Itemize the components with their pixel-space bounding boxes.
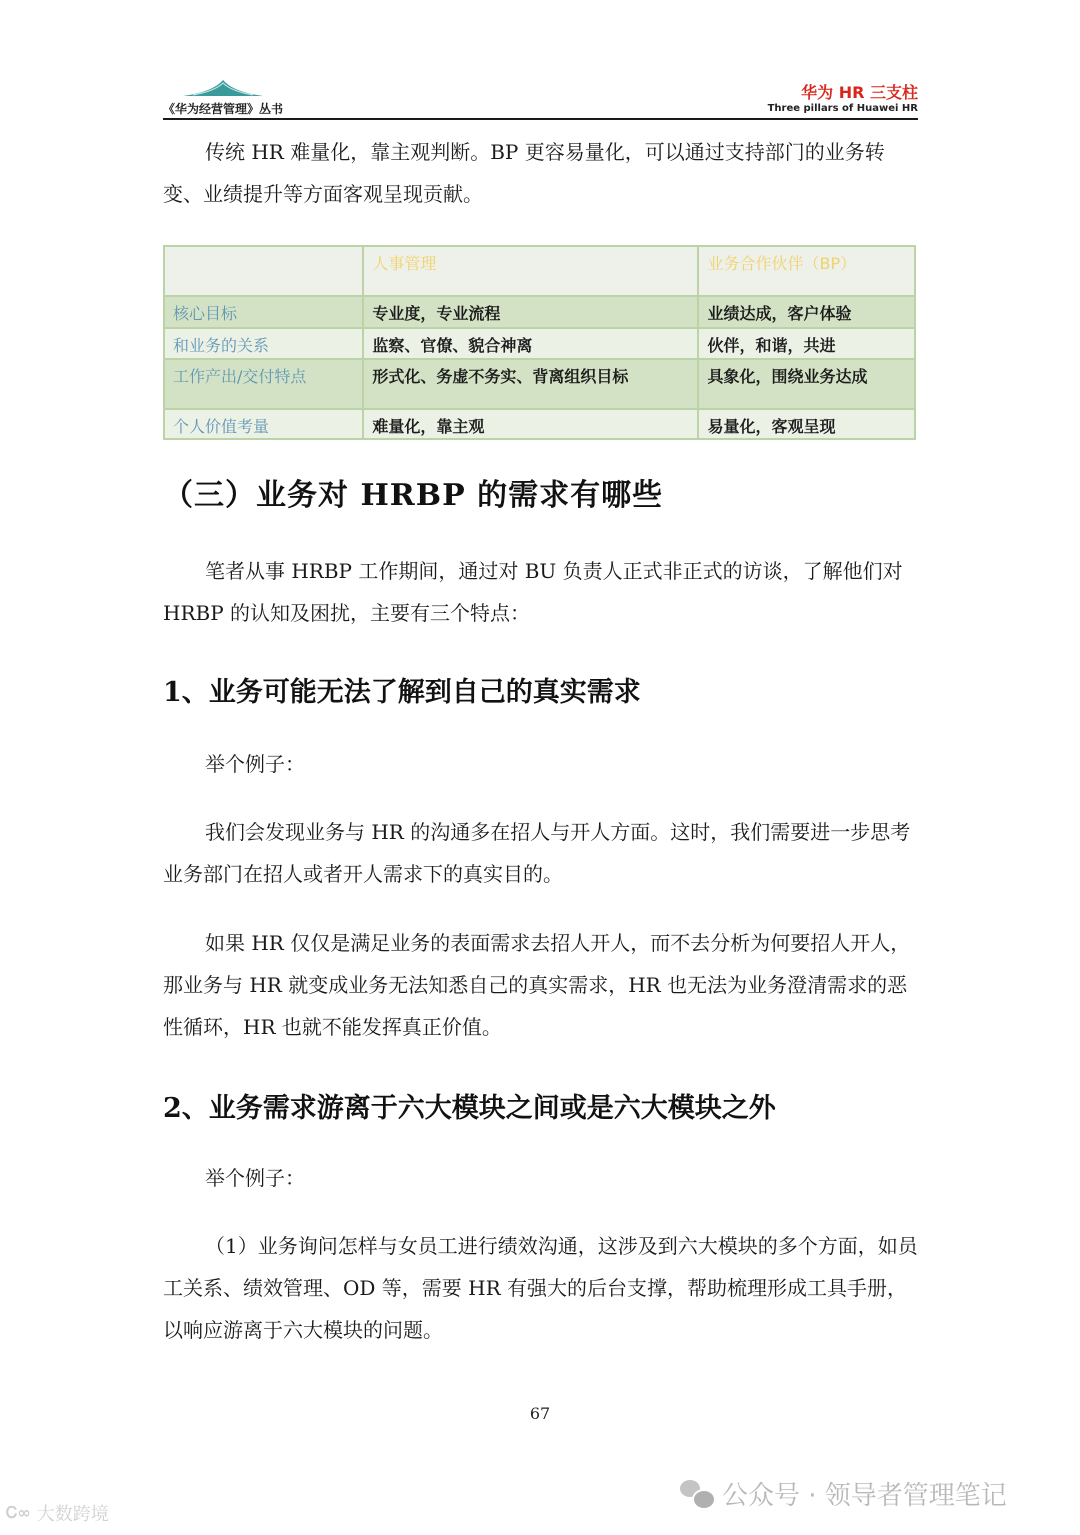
table-row	[164, 359, 915, 409]
bp-cell: 伙伴，和谐，共进	[698, 328, 915, 359]
item1-paragraph-1: 我们会发现业务与 HR 的沟通多在招人与开人方面。这时，我们需要进一步思考业务部门在招人或者开人需求下的真实目的。	[163, 820, 911, 886]
comparison-table	[163, 245, 916, 440]
row-label: 个人价值考量	[164, 409, 363, 439]
table-header-cell	[164, 246, 363, 296]
intro-paragraph: 传统 HR 难量化，靠主观判断。BP 更容易量化，可以通过支持部门的业务转变、业绩提升等方面客观呈现贡献。	[163, 140, 885, 206]
row-label: 和业务的关系	[164, 328, 363, 359]
table-header-cell: 人事管理	[363, 246, 698, 296]
hr-cell: 专业度，专业流程	[363, 296, 698, 328]
subheading-2: 2、业务需求游离于六大模块之间或是六大模块之外	[163, 1093, 776, 1124]
row-label: 工作产出/交付特点	[164, 359, 363, 409]
bp-cell: 易量化，客观呈现	[698, 409, 915, 439]
page-number: 67	[529, 1404, 551, 1423]
subheading-1: 1、业务可能无法了解到自己的真实需求	[163, 677, 641, 708]
brand-watermark-logo-icon: Ꮯ∞	[6, 1503, 31, 1522]
header-divider	[163, 118, 918, 120]
series-title: 《华为经营管理》丛书	[163, 102, 284, 116]
example-label-2: 举个例子：	[205, 1166, 305, 1190]
hr-cell: 难量化，靠主观	[363, 409, 698, 439]
row-label: 核心目标	[164, 296, 363, 328]
item1-paragraph-2: 如果 HR 仅仅是满足业务的表面需求去招人开人，而不去分析为何要招人开人，那业务与 HR 就变成业务无法知悉自己的真实需求，HR 也无法为业务澄清需求的恶性循环，HR 也就不能发挥真正价值。	[163, 931, 911, 1039]
brand-subtitle: Three pillars of Huawei HR	[767, 103, 918, 114]
table-row	[164, 328, 915, 359]
bp-cell: 业绩达成，客户体验	[698, 296, 915, 328]
section-intro: 笔者从事 HRBP 工作期间，通过对 BU 负责人正式非正式的访谈，了解他们对 HRBP 的认知及困扰，主要有三个特点：	[163, 559, 903, 625]
table-header-row	[164, 246, 915, 296]
wechat-watermark-text: 公众号 · 领导者管理笔记	[722, 1481, 1007, 1511]
section-heading: （三）业务对 HRBP 的需求有哪些	[163, 478, 664, 513]
wechat-icon	[680, 1480, 714, 1508]
mountain-logo-icon	[183, 78, 263, 98]
brand-title: 华为 HR 三支柱	[801, 83, 918, 102]
item2-paragraph-1: （1）业务询问怎样与女员工进行绩效沟通，这涉及到六大模块的多个方面，如员工关系、绩效管理、OD 等，需要 HR 有强大的后台支撑，帮助梳理形成工具手册，以响应游离于六大模块的问题。	[163, 1234, 918, 1342]
hr-cell: 监察、官僚、貌合神离	[363, 328, 698, 359]
brand-watermark	[6, 1500, 109, 1526]
header-right	[768, 84, 918, 116]
table-header-cell: 业务合作伙伴（BP）	[698, 246, 915, 296]
brand-watermark-text: 大数跨境	[36, 1504, 109, 1525]
wechat-watermark	[680, 1475, 1007, 1512]
bp-cell: 具象化，围绕业务达成	[698, 359, 915, 409]
hr-cell: 形式化、务虚不务实、背离组织目标	[363, 359, 698, 409]
table-row	[164, 409, 915, 439]
table-row	[164, 296, 915, 328]
example-label-1: 举个例子：	[205, 752, 305, 776]
